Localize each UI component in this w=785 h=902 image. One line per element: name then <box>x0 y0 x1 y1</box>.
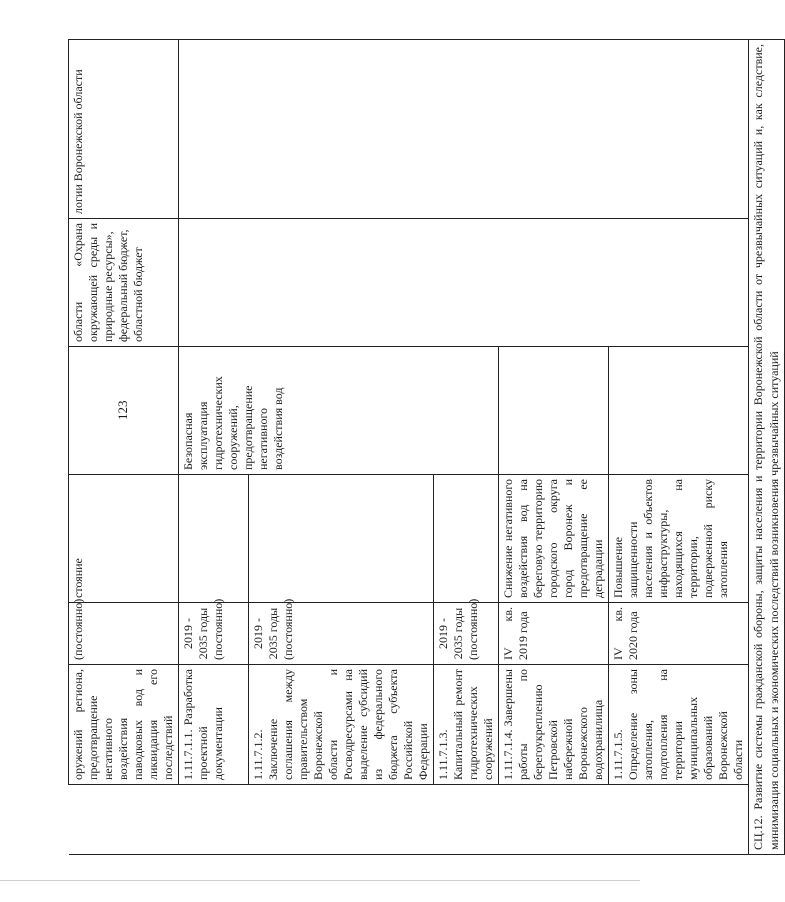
table-cell: оружений региона, предотвращение негативного воздействия паводковых вод и ликвидация его последствий <box>69 665 179 785</box>
page-number: 123 <box>115 400 130 420</box>
table-cell: стояние <box>69 475 179 603</box>
table-cell <box>499 785 609 855</box>
table-cell: IV кв. 2020 года <box>609 603 749 665</box>
table-cell: Повышение защищенности населения и объектов инфраструктуры, находящихся на территории, подверженной риску затопления <box>609 475 749 603</box>
section-heading: СЦ.12. Развитие системы гражданской обороны, защиты населения и территории Воронежской области от чрезвычайных ситуаций и, как следствие, минимизация социальных и экономических последствий возникновения чрезвычайных ситуаций <box>749 40 785 855</box>
table-cell <box>609 785 749 855</box>
table-cell: 1.11.7.1.2. Заключение соглашения между правительством Воронежской области и Росводресурсами на выделение субсидий из федерального бюджета субъекта Российской Федерации <box>249 665 434 785</box>
table-cell: IV кв. 2019 года <box>499 603 609 665</box>
table-cell <box>179 475 249 603</box>
table-cell: 1.11.7.1.1. Разработка проектной документации <box>179 665 249 785</box>
table-cell: области «Охрана окружающей среды и природные ресурсы», федеральный бюджет, областной бюджет <box>69 219 179 347</box>
table-cell: 1.11.7.1.3. Капитальный ремонт гидротехнических сооружений <box>434 665 499 785</box>
table-cell <box>609 347 749 475</box>
table-cell <box>69 347 179 475</box>
table-cell: логии Воронежской области <box>69 40 179 219</box>
table-cell: (постоянно) <box>69 603 179 665</box>
table-cell <box>434 785 499 855</box>
table-cell: Безопасная эксплуатация гидротехнических сооружений, предотвращение негативного воздействия вод <box>179 347 499 475</box>
table-cell: 1.11.7.1.4. Завершены работы по берегоукреплению Петровской набережной Воронежского водохранилища <box>499 665 609 785</box>
scan-edge-line <box>0 880 640 881</box>
table-cell: 2019 - 2035 годы (постоянно) <box>249 603 434 665</box>
table-row <box>179 40 249 855</box>
table-cell <box>249 475 434 603</box>
table-cell <box>434 475 499 603</box>
table-row <box>69 40 179 855</box>
table-cell: 2019 - 2035 годы (постоянно) <box>179 603 249 665</box>
table-cell <box>69 785 179 855</box>
rotated-table-container <box>68 40 781 855</box>
table-cell: Снижение негативного воздействия вод на береговую территорию городского округа город Воронеж и предотвращение ее деградации <box>499 475 609 603</box>
table-cell <box>179 219 749 347</box>
measures-table <box>68 39 785 855</box>
table-cell: 1.11.7.1.5. Определение зоны затопления, подтопления на территории муниципальных образований Воронежской области <box>609 665 749 785</box>
table-cell <box>249 785 434 855</box>
table-row <box>749 40 785 855</box>
table-cell <box>499 347 609 475</box>
table-cell <box>179 40 749 219</box>
table-cell: 2019 - 2035 годы (постоянно) <box>434 603 499 665</box>
table-cell <box>179 785 249 855</box>
